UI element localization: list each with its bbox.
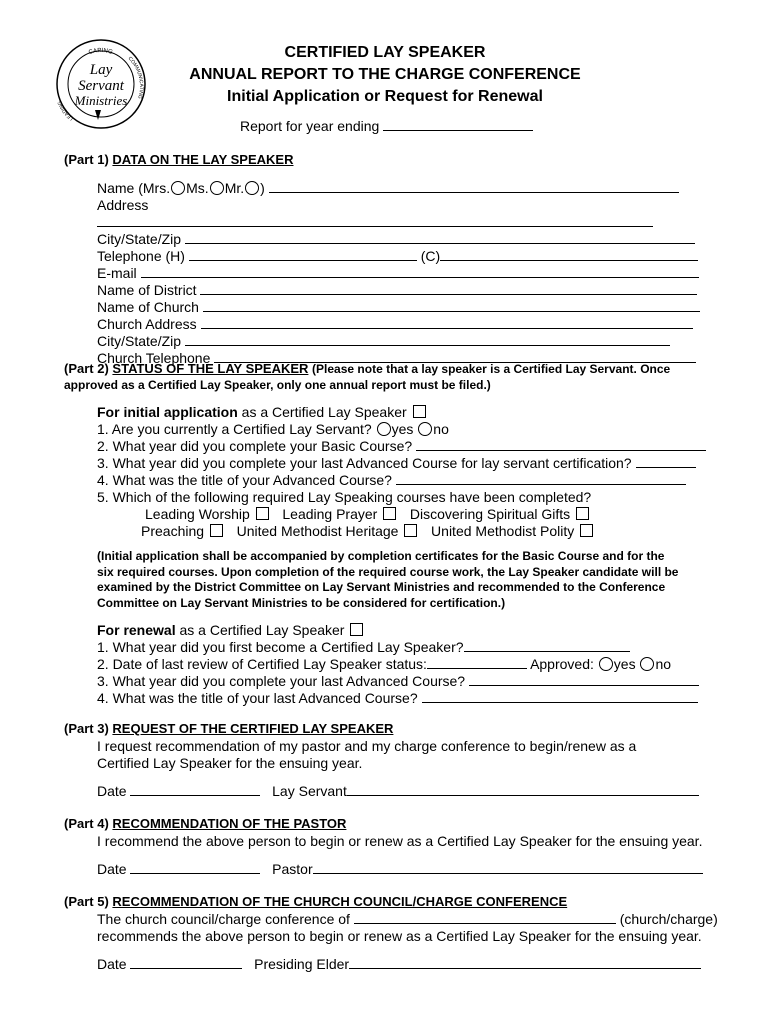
church-citystatezip-blank[interactable]: [185, 333, 670, 346]
renewal-heading: For renewal as a Certified Lay Speaker: [97, 622, 717, 639]
initial-application-section: [97, 404, 717, 540]
initial-note: (Initial application shall be accompanied by completion certificates for the Basic Course and for the six required courses. Upon completion of the required course work, the Lay Speaker candidate will be examined by the District Committee on Lay Servant Ministries and recommended to the Conference Committee on Lay Servant Ministries to be considered for certification.): [97, 549, 679, 610]
part5-heading: (Part 5) RECOMMENDATION OF THE CHURCH COUNCIL/CHARGE CONFERENCE: [64, 894, 568, 909]
church-address-row: Church Address: [97, 316, 707, 333]
q1-row: 1. Are you currently a Certified Lay Servant? yes no: [97, 421, 449, 437]
logo-line3: Ministries: [74, 93, 128, 108]
part1-fields: [97, 180, 707, 367]
part4-heading: (Part 4) RECOMMENDATION OF THE PASTOR: [64, 816, 347, 831]
citystatezip-row: City/State/Zip: [97, 231, 707, 248]
part4-date-blank[interactable]: [130, 861, 260, 874]
church-address-blank[interactable]: [201, 316, 693, 329]
renewal-checkbox[interactable]: [350, 623, 363, 636]
logo-caring: CARING: [88, 47, 114, 57]
email-row: E-mail: [97, 265, 707, 282]
lay-servant-signature-blank[interactable]: [347, 783, 699, 796]
r3-row: 3. What year did you complete your last Advanced Course?: [97, 673, 717, 690]
q1-no-option[interactable]: [418, 422, 432, 436]
logo-line1: Lay: [89, 62, 113, 78]
initial-heading: For initial application as a Certified Lay Speaker: [97, 404, 717, 421]
report-year-blank[interactable]: [383, 118, 533, 131]
r1-row: 1. What year did you first become a Certified Lay Speaker?: [97, 639, 717, 656]
tel-c-blank[interactable]: [440, 248, 698, 261]
title-line3: Initial Application or Request for Renewal: [227, 88, 543, 105]
part5-signature-row: Date Presiding Elder: [97, 956, 727, 973]
part3-heading: (Part 3) REQUEST OF THE CERTIFIED LAY SPEAKER: [64, 721, 394, 736]
leading-worship-checkbox[interactable]: [256, 507, 269, 520]
renewal-section: [97, 622, 717, 707]
pastor-signature-blank[interactable]: [313, 861, 703, 874]
q5-row: 5. Which of the following required Lay Speaking courses have been completed?: [97, 489, 592, 505]
title-line2: ANNUAL REPORT TO THE CHARGE CONFERENCE: [189, 66, 581, 83]
approved-no-option[interactable]: [640, 657, 654, 671]
district-blank[interactable]: [200, 282, 697, 295]
r1-blank[interactable]: [464, 639, 630, 652]
logo-leading: LEADING: [56, 100, 75, 122]
q3-row: 3. What year did you complete your last Advanced Course for lay servant certification?: [97, 455, 717, 472]
name-row: Name (Mrs. Ms. Mr. ): [97, 180, 707, 197]
um-polity-checkbox[interactable]: [580, 524, 593, 537]
q2-row: 2. What year did you complete your Basic Course?: [97, 438, 717, 455]
citystatezip-blank[interactable]: [185, 231, 695, 244]
logo-communicating: COMMUNICATING: [126, 55, 145, 100]
courses-row2: Preaching United Methodist Heritage United Methodist Polity: [97, 523, 717, 540]
r2-blank[interactable]: [427, 656, 527, 669]
title-line1: CERTIFIED LAY SPEAKER: [284, 44, 486, 61]
address-blank[interactable]: [97, 214, 653, 227]
presiding-elder-signature-blank[interactable]: [349, 956, 701, 969]
um-heritage-checkbox[interactable]: [404, 524, 417, 537]
church-telephone-row: Church Telephone: [97, 350, 707, 367]
telephone-row: Telephone (H) (C): [97, 248, 707, 265]
part4-body: I recommend the above person to begin or renew as a Certified Lay Speaker for the ensuing year.: [97, 833, 703, 849]
courses-row1: Leading Worship Leading Prayer Discovering Spiritual Gifts: [97, 506, 717, 523]
leading-prayer-checkbox[interactable]: [383, 507, 396, 520]
q4-blank[interactable]: [396, 472, 686, 485]
district-row: Name of District: [97, 282, 707, 299]
tel-h-blank[interactable]: [189, 248, 417, 261]
part2-heading: (Part 2) STATUS OF THE LAY SPEAKER (Please note that a lay speaker is a Certified Lay Servant. Once approved as a Certified Lay Speaker, only one annual report must be filed.): [64, 361, 671, 392]
initial-checkbox[interactable]: [413, 405, 426, 418]
church-charge-blank[interactable]: [354, 911, 616, 924]
email-blank[interactable]: [141, 265, 699, 278]
q2-blank[interactable]: [416, 438, 706, 451]
part3-signature-row: Date Lay Servant: [97, 783, 717, 800]
mrs-option[interactable]: [171, 181, 185, 195]
church-blank[interactable]: [203, 299, 700, 312]
q1-yes-option[interactable]: [377, 422, 391, 436]
part3-date-blank[interactable]: [130, 783, 260, 796]
r2-row: 2. Date of last review of Certified Lay Speaker status: Approved: yes no: [97, 656, 672, 672]
report-year: Report for year ending: [240, 118, 533, 135]
part3-body: I request recommendation of my pastor and my charge conference to begin/renew as a Certified Lay Speaker for the ensuing year.: [97, 738, 637, 771]
church-row: Name of Church: [97, 299, 707, 316]
spiritual-gifts-checkbox[interactable]: [576, 507, 589, 520]
address-row: Address: [97, 197, 707, 231]
r4-row: 4. What was the title of your last Advanced Course?: [97, 690, 717, 707]
church-citystatezip-row: City/State/Zip: [97, 333, 707, 350]
r4-blank[interactable]: [422, 690, 698, 703]
part1-heading: (Part 1) DATA ON THE LAY SPEAKER: [64, 152, 294, 167]
q3-blank[interactable]: [636, 455, 696, 468]
q4-row: 4. What was the title of your Advanced Course?: [97, 472, 717, 489]
part5-date-blank[interactable]: [130, 956, 242, 969]
mr-option[interactable]: [245, 181, 259, 195]
part4-signature-row: Date Pastor: [97, 861, 717, 878]
preaching-checkbox[interactable]: [210, 524, 223, 537]
name-blank[interactable]: [269, 180, 679, 193]
logo-line2: Servant: [78, 78, 124, 94]
part5-body: The church council/charge conference of (church/charge) recommends the above person to begin or renew as a Certified Lay Speaker for the ensuing year.: [97, 911, 718, 944]
ms-option[interactable]: [210, 181, 224, 195]
approved-yes-option[interactable]: [599, 657, 613, 671]
r3-blank[interactable]: [469, 673, 699, 686]
